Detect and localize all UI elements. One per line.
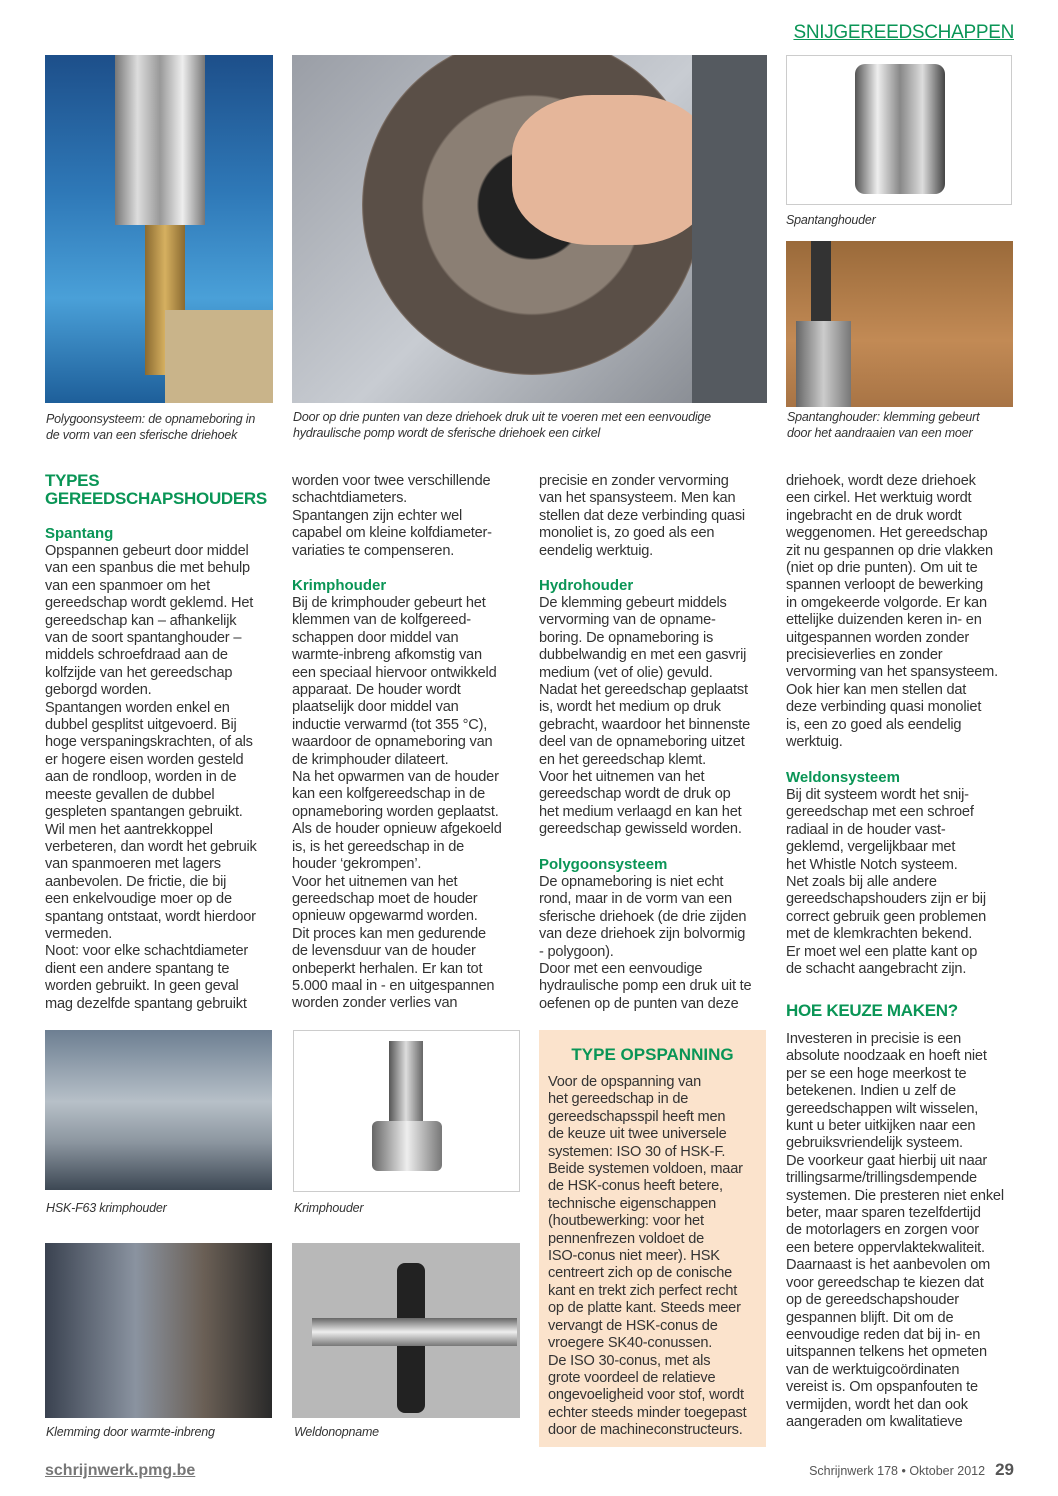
- subheading-krimphouder: Krimphouder: [292, 577, 387, 594]
- footer-right: [809, 1460, 1014, 1480]
- box-text: Voor de opspanning van het gereedschap in de gereedschapsspil heeft men de keuze uit twee universele systemen: ISO 30 of HSK-F. Beide systemen voldoen, maar de HSK-conus heeft betere, technische eigenschappen (houtbewerking: voor het pennenfrezen voldoet de ISO-conus niet meer). HSK centreert zich op de conische kant en trekt zich perfect recht op de platte kant. Steeds meer vervangt de HSK-conus de vroegere SK40-conussen. De ISO 30-conus, met als grote voordeel de relatieve ongevoeligheid voor stof, wordt echter steeds minder toegepast door de machineconstructeurs.: [548, 1074, 747, 1439]
- text-spantang-cont: worden voor twee verschillende schachtdiameters. Spantangen zijn echter wel capabel om kleine kolfdiameter- variaties te compenseren.: [292, 473, 492, 559]
- sidebar-box: [539, 1030, 766, 1447]
- caption-polygoon: Polygoonsysteem: de opnameboring in de vorm van een sferische driehoek: [46, 412, 256, 442]
- text-spantang: Opspannen gebeurt door middel van een spanbus die met behulp van een spanmoer om het gereedschap wordt geklemd. Het gereedschap kan – afhankelijk van de soort spantanghouder – middels schroefdraad aan de kolfzijde van het gereedschap geborgd worden. Spantangen worden enkel en dubbel gesplitst uitgevoerd. Bij hoge verspaningskrachten, of als er hogere eisen worden gesteld aan de rondloop, worden in de meeste gevallen de dubbel gespleten spantangen gebruikt. Wil men het aantrekkoppel verbeteren, dan wordt het gebruik van spanmoeren met lagers aanbevolen. De frictie, die bij een enkelvoudige moer op de spantang ontstaat, wordt hierdoor vermeden. Noot: voor elke schachtdiameter dient een andere spantang te worden gebruikt. In geen geval mag dezelfde spantang gebruikt: [45, 543, 257, 1012]
- subheading-spantang: Spantang: [45, 525, 114, 542]
- photo-warmte-inbreng: [45, 1243, 272, 1418]
- photo-polygoon-pump: [292, 55, 767, 403]
- text-keuze: Investeren in precisie is een absolute noodzaak en hoeft niet per se een hoge meerkost te betekenen. Indien u zelf de gereedschappen wilt wisselen, kunt u beter uitkijken naar een gebruiksvriendelijk systeem. De voorkeur gaat hierbij uit naar trillingsarme/trillingsdempende systemen. Die presteren niet enkel beter, maar sparen tezelfdertijd de motorlagers en zorgen voor een betere oppervlaktekwaliteit. Daarnaast is het aanbevolen om voor gereedschap te kiezen dat op de gereedschapshouder gespannen blijft. Dit om de eenvoudige reden dat bij in- en uitspannen telkens het opmeten van de werktuigcoördinaten vereist is. Om opspanfouten te vermijden, wordt het dan ook aangeraden om kwalitatieve: [786, 1031, 1004, 1430]
- footer-issue: Schrijnwerk 178 • Oktober 2012: [809, 1464, 986, 1478]
- photo-polygoon-spindle: [45, 55, 273, 403]
- text-krimphouder-cont: precisie en zonder vervorming van het spansysteem. Men kan stellen dat deze verbinding quasi monoliet is, zo goed als een eendelig werktuig.: [539, 473, 745, 559]
- photo-spantanghouder: [786, 55, 1012, 205]
- caption-hsk: HSK-F63 krimphouder: [46, 1201, 167, 1215]
- photo-krimphouder: [293, 1030, 520, 1192]
- caption-warmte: Klemming door warmte-inbreng: [46, 1425, 215, 1439]
- article-title: TYPES GEREEDSCHAPSHOUDERS: [45, 471, 267, 508]
- caption-driehoek: Door op drie punten van deze driehoek druk uit te voeren met een eenvoudige hydraulische pomp wordt de sferische driehoek een cirkel: [293, 410, 711, 440]
- section-tag: SNIJGEREEDSCHAPPEN: [793, 22, 1014, 43]
- subheading-weldon: Weldonsysteem: [786, 769, 900, 786]
- photo-weldonopname: [292, 1243, 520, 1418]
- text-polygoon-cont: driehoek, wordt deze driehoek een cirkel. Het werktuig wordt ingebracht en de druk wordt weggenomen. Het gereedschap zit nu gespannen op drie vlakken (niet op drie punten). Om uit te spannen verloopt de bewerking in omgekeerde volgorde. Er kan ettelijke duizenden keren in- en uitgespannen worden zonder precisieverlies en zonder vervorming van het spansysteem. Ook hier kan men stellen dat deze verbinding quasi monoliet is, een zo goed als eendelig werktuig.: [786, 473, 998, 751]
- text-hydrohouder: De klemming gebeurt middels vervorming van de opname- boring. De opnameboring is dubbelwandig en met een gasvrij medium (vet of olie) gevuld. Nadat het gereedschap geplaatst is, wordt het medium op druk gebracht, waardoor het binnenste deel van de opnameboring uitzet en het gereedschap klemt. Voor het uitnemen van het gereedschap wordt de druk op het medium verlaagd en kan het gereedschap gewisseld worden.: [539, 595, 751, 838]
- text-weldon: Bij dit systeem wordt het snij- gereedschap met een schroef radiaal in de houder vast- geklemd, vergelijkbaar met het Whistle Notch systeem. Net zoals bij alle andere gereedschapshouders zijn er bij correct gebruik geen problemen met de klemkrachten bekend. Er moet wel een platte kant op de schacht aangebracht zijn.: [786, 787, 987, 978]
- page-number: 29: [995, 1460, 1014, 1479]
- caption-spantanghouder: Spantanghouder: [786, 213, 876, 227]
- photo-hsk-krimphouder: [45, 1030, 272, 1190]
- footer-url[interactable]: schrijnwerk.pmg.be: [45, 1462, 196, 1479]
- text-krimphouder: Bij de krimphouder gebeurt het klemmen van de kolfgereed- schappen door middel van warmte-inbreng afkomstig van een speciaal hiervoor ontwikkeld apparaat. De houder wordt plaatselijk door middel van inductie verwarmd (tot 355 °C), waardoor de opnameboring van de krimphouder dilateert. Na het opwarmen van de houder kan een kolfgereedschap in de opnameboring worden geplaatst. Als de houder opnieuw afgekoeld is, is het gereedschap in de houder ‘gekrompen’. Voor het uitnemen van het gereedschap moet de houder opnieuw opgewarmd worden. Dit proces kan men gedurende de levensduur van de houder onbeperkt herhalen. Er kan tot 5.000 maal in - en uitgespannen worden zonder verlies van: [292, 595, 502, 1012]
- caption-weldon: Weldonopname: [294, 1425, 379, 1439]
- text-polygoon: De opnameboring is niet echt rond, maar in de vorm van een sferische driehoek (de drie zijden van deze driehoek zijn bolvormig - polygoon). Door met een eenvoudige hydraulische pomp een druk uit te oefenen op de punten van deze: [539, 874, 752, 1012]
- subheading-polygoon: Polygoonsysteem: [539, 856, 668, 873]
- box-title: TYPE OPSPANNING: [571, 1045, 734, 1064]
- subheading-hydrohouder: Hydrohouder: [539, 577, 634, 594]
- caption-klemming: Spantanghouder: klemming gebeurt door het aandraaien van een moer: [787, 410, 980, 440]
- heading-keuze: HOE KEUZE MAKEN?: [786, 1001, 958, 1020]
- caption-krimphouder: Krimphouder: [294, 1201, 364, 1215]
- photo-spantang-moer: [786, 241, 1013, 407]
